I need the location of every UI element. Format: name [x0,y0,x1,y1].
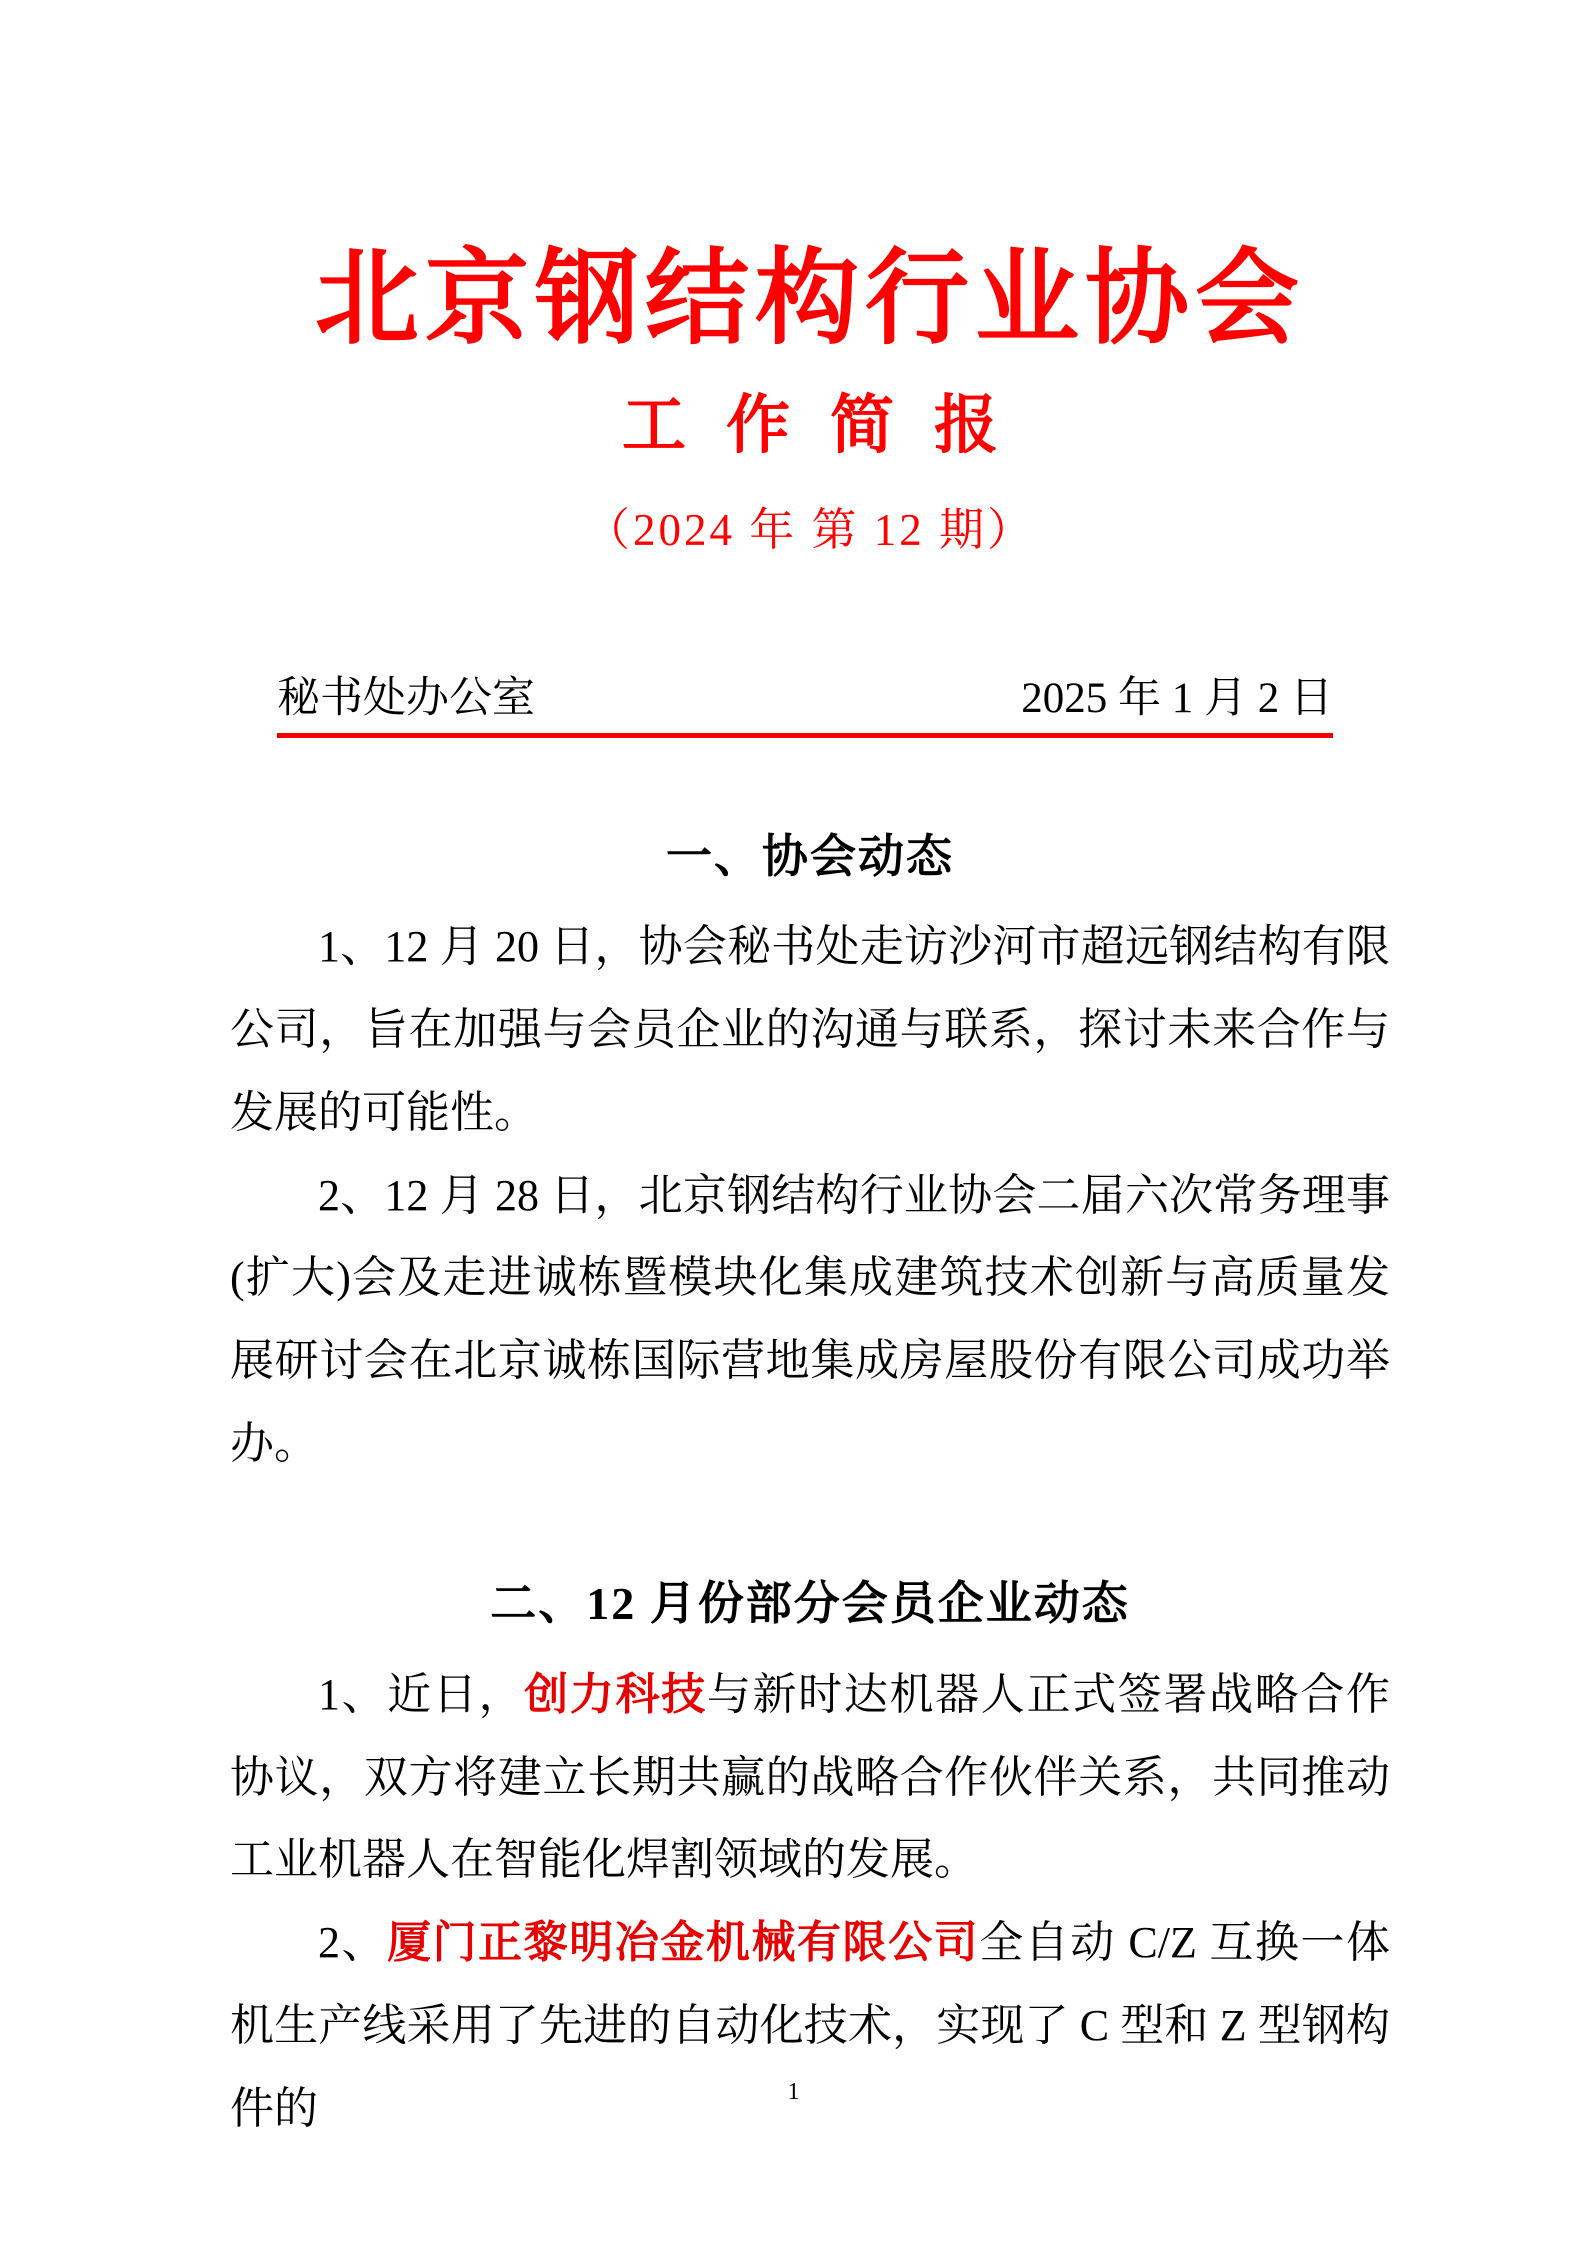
section-heading-2: 二、12 月份部分会员企业动态 [490,1578,1130,1630]
paragraph [230,1654,1390,1902]
paragraph [230,1902,1390,2150]
issue-date: 2025 年 1 月 2 日 [1021,675,1333,723]
issue-number-line: （2024 年 第 12 期） [584,504,1035,555]
text-run: 2、 [318,1918,388,1968]
text-run: 与新时达机器人正式签署战略合作协议，双方将建立长期共赢的战略合作伙伴关系，共同推动工业机器人在智能化焊割领域的发展。 [230,1670,1391,1885]
bulletin-title: 工作简报 [622,389,1038,461]
paragraph [230,906,1390,1154]
text-run: 1、近日， [318,1670,525,1720]
text-run: 全自动 C/Z 互换一体机生产线采用了先进的自动化技术，实现了 C 型和 Z 型钢构件的 [230,1918,1391,2133]
highlighted-company-name: 厦门正黎明冶金机械有限公司 [387,1918,980,1968]
paragraph [230,1155,1390,1486]
text-run: 1、12 月 20 日，协会秘书处走访沙河市超远钢结构有限公司，旨在加强与会员企业的沟通与联系，探讨未来合作与发展的可能性。 [230,922,1390,1137]
masthead-rule-row [277,672,1333,738]
section-heading-1: 一、协会动态 [666,830,954,882]
organization-title: 北京钢结构行业协会 [314,242,1305,357]
highlighted-company-name: 创力科技 [524,1670,707,1720]
text-run: 2、12 月 28 日，北京钢结构行业协会二届六次常务理事(扩大)会及走进诚栋暨模块化集成建筑技术创新与高质量发展研讨会在北京诚栋国际营地集成房屋股份有限公司成功举办。 [230,1170,1390,1468]
document-body [230,832,1390,2151]
page-number: 1 [787,2079,800,2105]
issuing-office: 秘书处办公室 [277,675,535,723]
